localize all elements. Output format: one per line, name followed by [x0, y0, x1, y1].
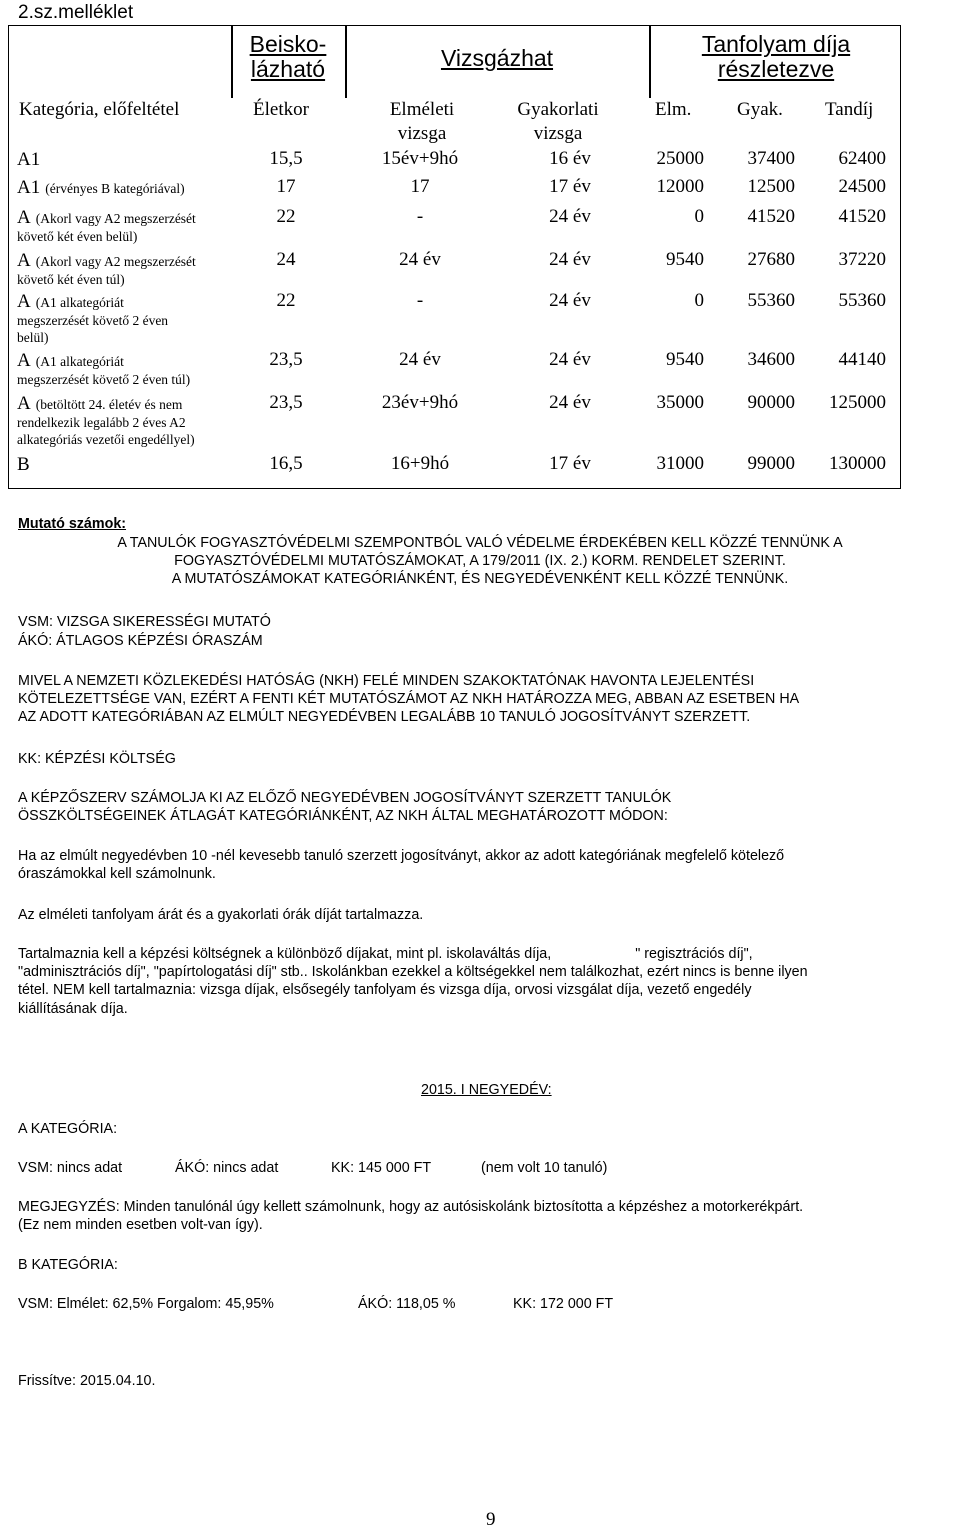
cell-age: 22: [276, 290, 296, 311]
cell-elm: 0: [694, 290, 704, 311]
cell-practice: 17 év: [549, 453, 591, 474]
fee-table: [8, 25, 901, 489]
category-condition-line: belül): [17, 329, 49, 345]
indicators-intro: A TANULÓK FOGYASZTÓVÉDELMI SZEMPONTBÓL VALÓ VÉDELME ÉRDEKÉBEN KELL KÖZZÉ TENNÜNK A FOGYASZTÓVÉDELMI MUTATÓSZÁMOKAT, A 179/2011 (IX. 2.) KORM. RENDELET SZERINT. A MUTATÓSZÁMOKAT KATEGÓRIÁNKÉNT, ÉS NEGYEDÉVENKÉNT KELL KÖZZÉ TENNÜNK.: [117, 535, 843, 588]
category-cell: [17, 176, 185, 199]
page-number: 9: [486, 1509, 496, 1530]
cell-tandij: 41520: [838, 206, 886, 227]
column-header-age: Életkor: [253, 99, 309, 120]
cell-practice: 24 év: [549, 249, 591, 270]
cell-theory: -: [416, 206, 424, 227]
header-tanfolyam: Tanfolyam díja részletezve: [701, 31, 851, 83]
cell-practice: 24 év: [549, 392, 591, 413]
vsm-definition: VSM: VIZSGA SIKERESSÉGI MUTATÓ: [18, 614, 271, 630]
b-category-label: B KATEGÓRIA:: [18, 1257, 118, 1273]
nkh-paragraph: MIVEL A NEMZETI KÖZLEKEDÉSI HATÓSÁG (NKH) FELÉ MINDEN SZAKOKTATÓNAK HAVONTA LEJELENTÉSI KÖTELEZETTSÉGE VAN, EZÉRT A FENTI KÉT MUTATÓSZÁMOT AZ NKH HATÁROZZA MEG, ABBAN AZ ESETBEN HA AZ ADOTT KATEGÓRIÁBAN AZ ELMÚLT NEGYEDÉVBEN LEGALÁBB 10 TANULÓ JOGOSÍTVÁNYT SZERZETT.: [18, 673, 800, 726]
cell-practice: 24 év: [549, 290, 591, 311]
cell-practice: 17 év: [549, 176, 591, 197]
category-condition-line: megszerzését követő 2 éven túl): [17, 372, 191, 388]
category-main: A: [17, 207, 31, 228]
indicators-heading: Mutató számok:: [18, 516, 127, 532]
cell-elm: 0: [694, 206, 704, 227]
column-header-theory-fee: Elm.: [655, 99, 692, 120]
category-condition: (betöltött 24. életév és nem: [35, 397, 183, 412]
category-condition: (A1 alkategóriát: [35, 295, 124, 310]
column-header-theory-exam: Elméleti vizsga: [389, 99, 455, 144]
cell-elm: 35000: [656, 392, 704, 413]
cell-tandij: 44140: [838, 349, 886, 370]
ako-definition: ÁKÓ: ÁTLAGOS KÉPZÉSI ÓRASZÁM: [18, 633, 263, 649]
cell-tandij: 125000: [829, 392, 886, 413]
category-cell: [17, 290, 168, 346]
cell-theory: 16+9hó: [390, 453, 450, 474]
a-category-note: (nem volt 10 tanuló): [481, 1160, 608, 1176]
a-category-kk: KK: 145 000 FT: [331, 1160, 432, 1176]
cell-elm: 9540: [666, 249, 704, 270]
category-condition-line: megszerzését követő 2 éven: [17, 313, 169, 329]
cell-elm: 9540: [666, 349, 704, 370]
cell-tandij: 55360: [838, 290, 886, 311]
cell-gyak: 27680: [747, 249, 795, 270]
category-condition-line: követő két éven túl): [17, 272, 125, 288]
kk-definition: KK: KÉPZÉSI KÖLTSÉG: [18, 751, 176, 767]
cell-age: 17: [276, 176, 296, 197]
cell-age: 22: [276, 206, 296, 227]
cell-gyak: 41520: [747, 206, 795, 227]
category-condition-line: alkategóriás vezetői engedéllyel): [17, 431, 195, 447]
a-category-ako: ÁKÓ: nincs adat: [175, 1160, 279, 1176]
header-beiskolazhato: Beisko- lázható: [249, 31, 327, 83]
category-condition: (érvényes B kategóriával): [45, 181, 185, 196]
cell-gyak: 90000: [747, 392, 795, 413]
updated-date: Frissítve: 2015.04.10.: [18, 1373, 156, 1389]
includes-paragraph: Az elméleti tanfolyam árát és a gyakorlati órák díját tartalmazza.: [18, 907, 424, 923]
a-category-vsm: VSM: nincs adat: [18, 1160, 123, 1176]
cell-tandij: 130000: [829, 453, 886, 474]
remark: MEGJEGYZÉS: Minden tanulónál úgy kellett számolnunk, hogy az autósiskolánk biztosította a képzéshez a motorkerékpárt. (Ez nem minden esetben volt-van így).: [18, 1199, 804, 1234]
cell-theory: 15év+9hó: [381, 148, 459, 169]
cell-age: 16,5: [269, 453, 303, 474]
category-condition: (A1 alkategóriát: [35, 354, 124, 369]
cell-gyak: 12500: [747, 176, 795, 197]
cell-age: 15,5: [269, 148, 303, 169]
cell-elm: 25000: [656, 148, 704, 169]
header-vizsgazhat: Vizsgázhat: [440, 45, 554, 71]
cell-theory: 24 év: [399, 249, 441, 270]
cell-elm: 31000: [656, 453, 704, 474]
category-cell: [17, 249, 196, 289]
category-cell: [17, 392, 195, 448]
column-header-practice-fee: Gyak.: [737, 99, 783, 120]
category-condition: (Akorl vagy A2 megszerzését: [35, 211, 196, 226]
cell-gyak: 34600: [747, 349, 795, 370]
category-main: A1: [17, 149, 41, 170]
b-category-vsm: VSM: Elmélet: 62,5% Forgalom: 45,95%: [18, 1296, 274, 1312]
category-main: A1: [17, 177, 41, 198]
category-cell: [17, 453, 30, 476]
cell-tandij: 24500: [838, 176, 886, 197]
appendix-label: 2.sz.melléklet: [18, 2, 134, 23]
cell-theory: 17: [410, 176, 430, 197]
category-condition-line: rendelkezik legalább 2 éves A2: [17, 415, 186, 431]
category-condition: (Akorl vagy A2 megszerzését: [35, 254, 196, 269]
cell-gyak: 37400: [747, 148, 795, 169]
category-main: B: [17, 454, 30, 475]
cell-theory: 24 év: [399, 349, 441, 370]
contents-paragraph: Tartalmaznia kell a képzési költségnek a különböző díjakat, mint pl. iskolaváltás díja, " regisztrációs díj", "adminisztrációs díj", "papírtologatási díj" stb.. Iskolánkban ezekkel a költségekkel nem találkozhat, ezért nincs is benne ilyen tétel. NEM kell tartalmaznia: vizsga díjak, elsősegély tanfolyam és vizsga díja, orvosi vizsgálat díja, vezető engedély kiállításának díja.: [18, 946, 808, 1017]
cell-elm: 12000: [656, 176, 704, 197]
cell-practice: 24 év: [549, 349, 591, 370]
cell-theory: 23év+9hó: [381, 392, 459, 413]
cell-practice: 16 év: [549, 148, 591, 169]
quarter-title: 2015. I NEGYEDÉV:: [421, 1082, 552, 1098]
fewer-than-10-paragraph: Ha az elmúlt negyedévben 10 -nél kevesebb tanuló szerzett jogosítványt, akkor az adott kategóriának megfelelő kötelező óraszámokkal kell számolnunk.: [18, 848, 785, 883]
category-main: A: [17, 291, 31, 312]
a-category-label: A KATEGÓRIA:: [18, 1121, 118, 1137]
kk-paragraph: A KÉPZŐSZERV SZÁMOLJA KI AZ ELŐZŐ NEGYEDÉVBEN JOGOSÍTVÁNYT SZERZETT TANULÓK ÖSSZKÖLTSÉGEINEK ÁTLAGÁT KATEGÓRIÁNKÉNT, AZ NKH ÁLTAL MEGHATÁROZOTT MÓDON:: [18, 790, 672, 825]
column-header-category: Kategória, előfeltétel: [19, 99, 180, 120]
category-main: A: [17, 350, 31, 371]
category-main: A: [17, 393, 31, 414]
b-category-kk: KK: 172 000 FT: [513, 1296, 614, 1312]
b-category-ako: ÁKÓ: 118,05 %: [358, 1296, 456, 1312]
category-cell: [17, 349, 190, 389]
cell-theory: -: [416, 290, 424, 311]
category-main: A: [17, 250, 31, 271]
cell-age: 23,5: [269, 349, 303, 370]
category-cell: [17, 206, 196, 246]
column-header-practice-exam: Gyakorlati vizsga: [517, 99, 599, 144]
cell-tandij: 37220: [838, 249, 886, 270]
cell-tandij: 62400: [838, 148, 886, 169]
category-condition-line: követő két éven belül): [17, 229, 138, 245]
category-cell: [17, 148, 40, 171]
cell-practice: 24 év: [549, 206, 591, 227]
cell-age: 23,5: [269, 392, 303, 413]
cell-age: 24: [276, 249, 296, 270]
cell-gyak: 55360: [747, 290, 795, 311]
cell-gyak: 99000: [747, 453, 795, 474]
column-header-total-fee: Tandíj: [825, 99, 874, 120]
